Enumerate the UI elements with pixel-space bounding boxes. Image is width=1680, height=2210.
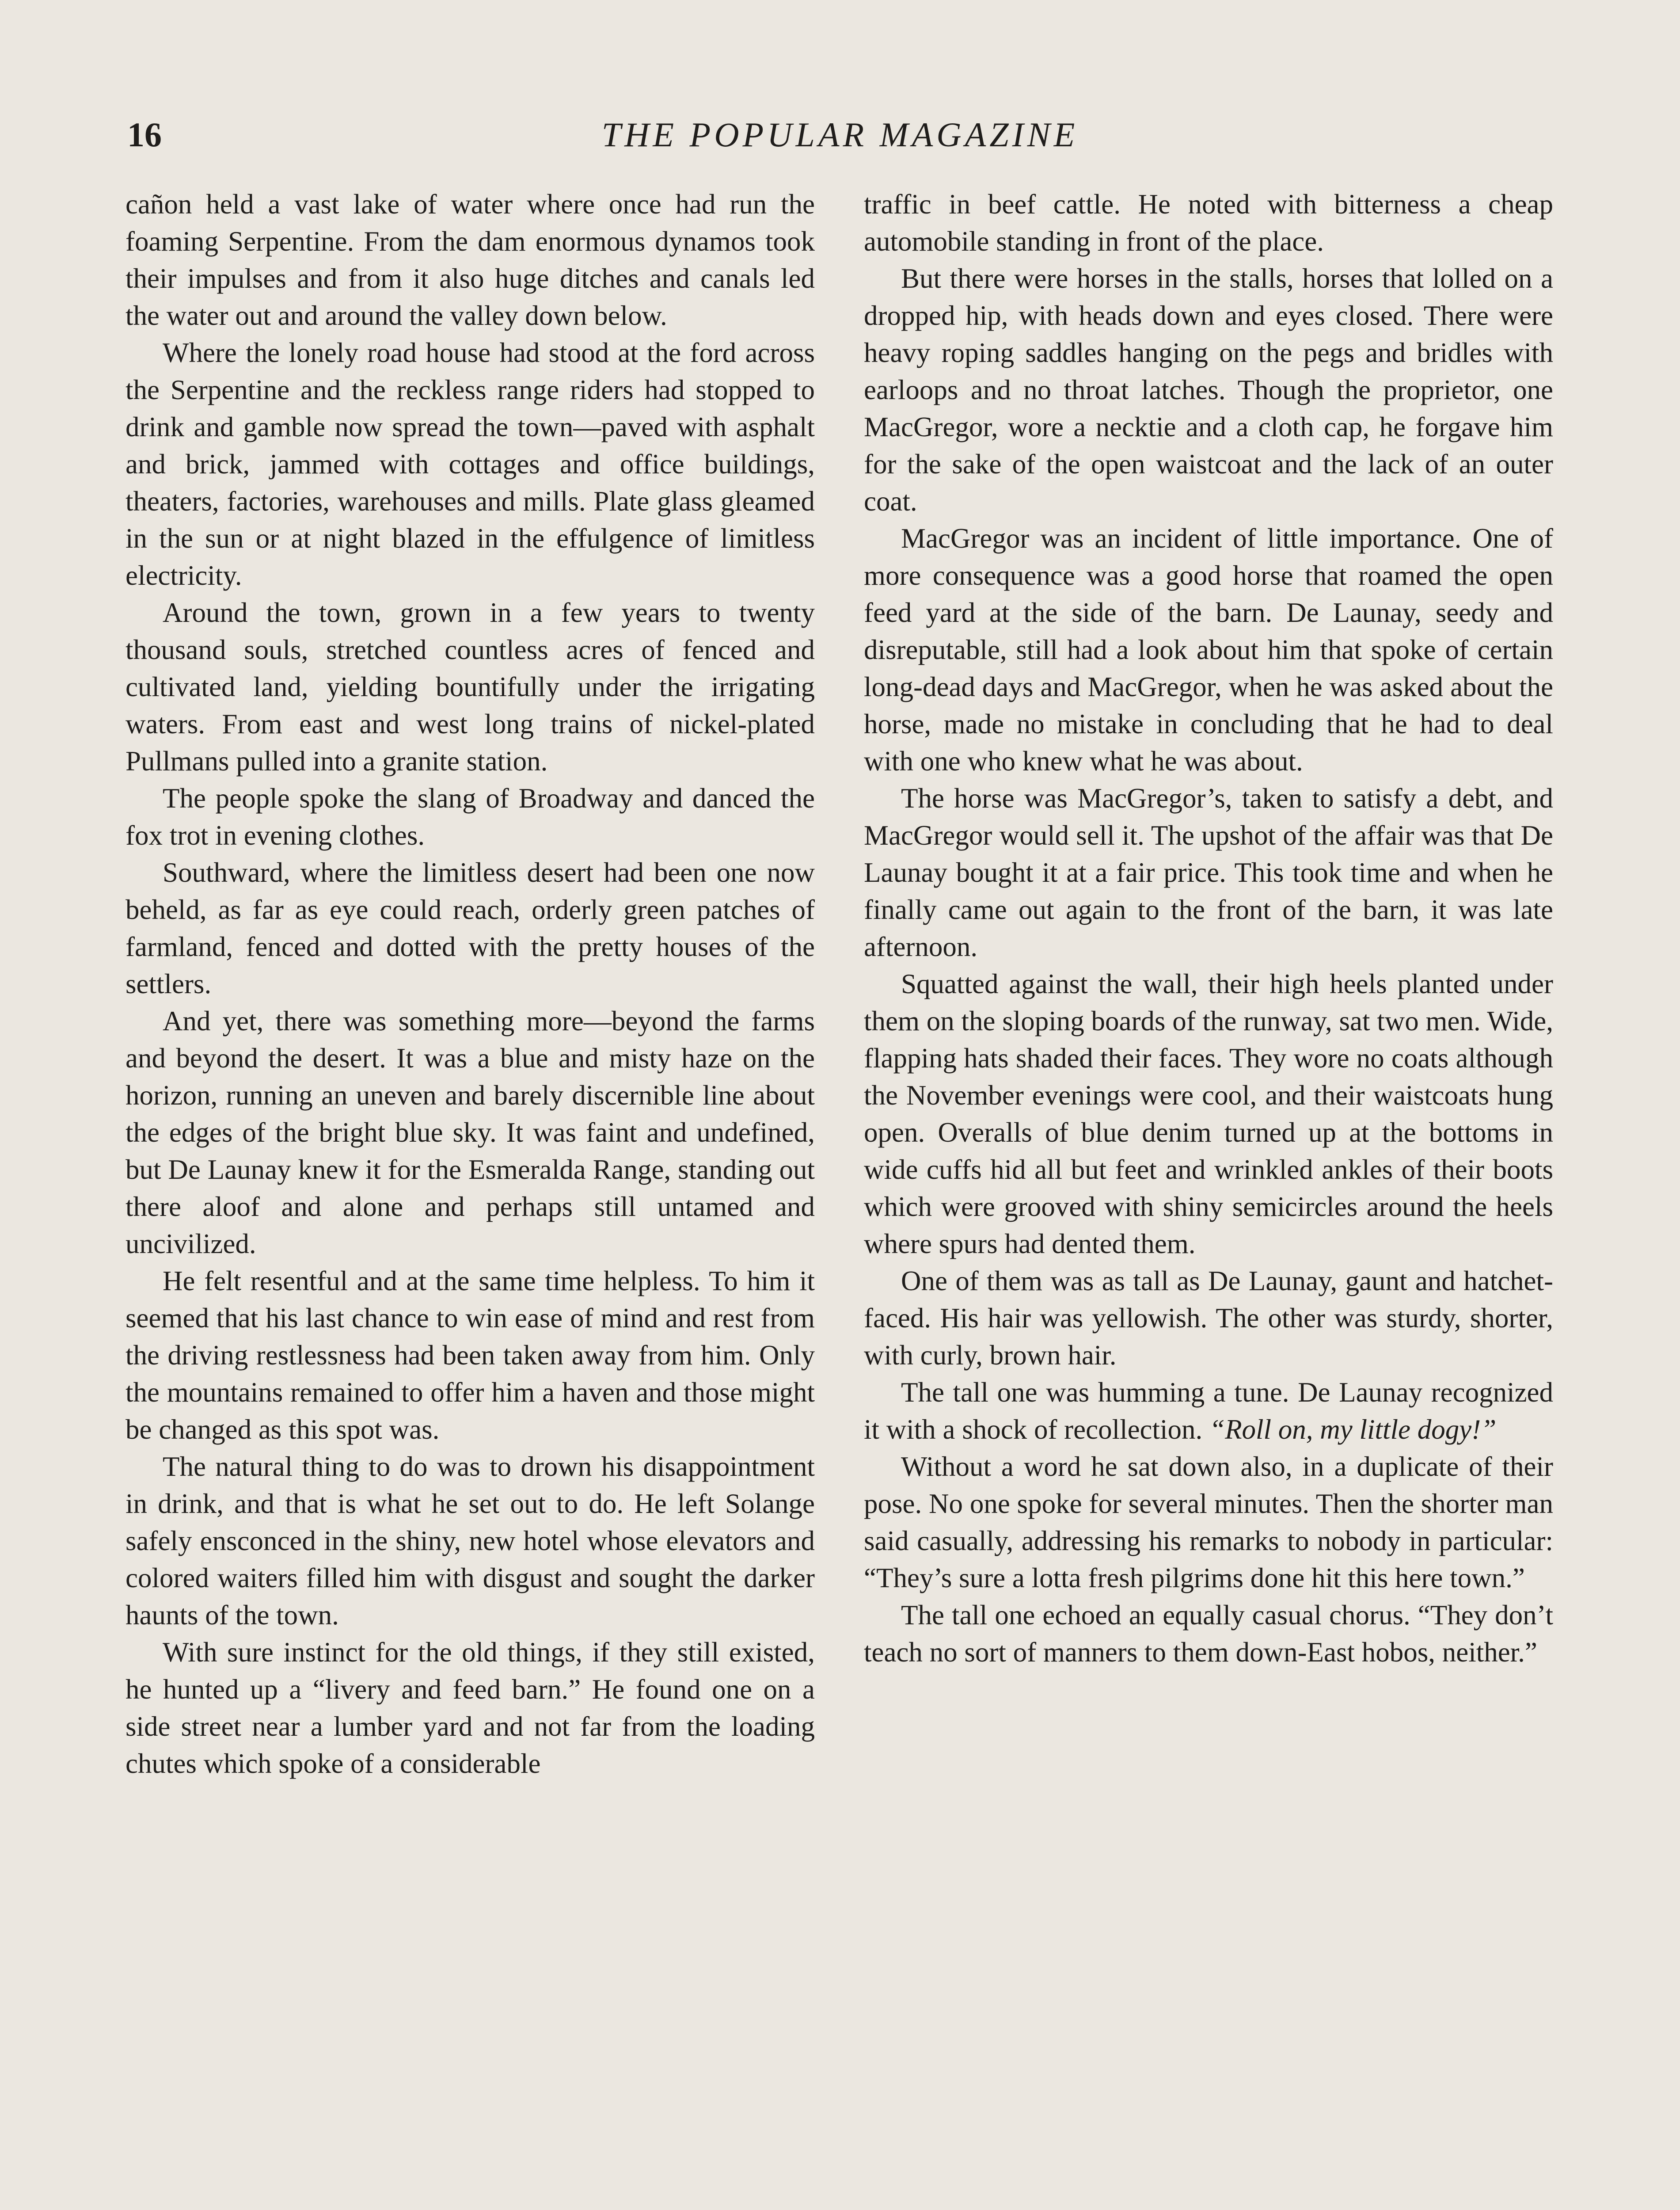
paragraph: cañon held a vast lake of water where once had run the foaming Serpentine. From the dam enormous dynamos took their impulses and from it also huge ditches and canals led the water out and around the valley down below. <box>125 189 815 331</box>
page-number: 16 <box>127 115 162 154</box>
paragraph: The horse was MacGregor’s, taken to satisfy a debt, and MacGregor would sell it. The upshot of the affair was that De Launay bought it at a fair price. This took time and when he finally came out again to the front of the barn, it was late afternoon. <box>864 783 1553 962</box>
page-header <box>127 110 1553 159</box>
paragraph: And yet, there was something more—beyond the farms and beyond the desert. It was a blue and misty haze on the horizon, running an uneven and barely discernible line about the edges of the bright blue sky. It was faint and undefined, but De Launay knew it for the Esmeralda Range, standing out there aloof and alone and perhaps still untamed and uncivilized. <box>125 1006 815 1259</box>
right-column <box>864 186 1553 1671</box>
paragraph: The people spoke the slang of Broadway and danced the fox trot in evening clothes. <box>125 783 815 851</box>
paragraph: Southward, where the limitless desert had been one now beheld, as far as eye could reach, orderly green patches of farmland, fenced and dotted with the pretty houses of the settlers. <box>125 857 815 999</box>
paragraph: Around the town, grown in a few years to twenty thousand souls, stretched countless acres of fenced and cultivated land, yielding bountifully under the irrigating waters. From east and west long trains of nickel-plated Pullmans pulled into a granite station. <box>125 597 815 777</box>
left-column <box>125 186 815 1782</box>
paragraph: Where the lonely road house had stood at the ford across the Serpentine and the reckless range riders had stopped to drink and gamble now spread the town—paved with asphalt and brick, jammed with cottages and office buildings, theaters, factories, warehouses and mills. Plate glass gleamed in the sun or at night blazed in the effulgence of limitless electricity. <box>125 337 815 591</box>
paragraph: The tall one echoed an equally casual chorus. “They don’t teach no sort of manners to them down-East hobos, neither.” <box>864 1600 1553 1668</box>
paragraph-with-song <box>864 1374 1553 1448</box>
running-head: THE POPULAR MAGAZINE <box>601 115 1079 154</box>
paragraph: traffic in beef cattle. He noted with bitterness a cheap automobile standing in front of the place. <box>864 189 1553 257</box>
paragraph: One of them was as tall as De Launay, gaunt and hatchet-faced. His hair was yellowish. The other was sturdy, shorter, with curly, brown hair. <box>864 1265 1553 1371</box>
paragraph: With sure instinct for the old things, if they still existed, he hunted up a “livery and feed barn.” He found one on a side street near a lumber yard and not far from the loading chutes which spoke of a considerable <box>125 1637 815 1779</box>
paragraph: He felt resentful and at the same time helpless. To him it seemed that his last chance to win ease of mind and rest from the driving restlessness had been taken away from him. Only the mountains remained to offer him a haven and those might be changed as this spot was. <box>125 1265 815 1445</box>
paragraph: Squatted against the wall, their high heels planted under them on the sloping boards of the runway, sat two men. Wide, flapping hats shaded their faces. They wore no coats although the November evenings were cool, and their waistcoats hung open. Overalls of blue denim turned up at the bottoms in wide cuffs hid all but feet and wrinkled ankles of their boots which were grooved with shiny semicircles around the heels where spurs had dented them. <box>864 968 1553 1259</box>
paragraph: MacGregor was an incident of little importance. One of more consequence was a good horse that roamed the open feed yard at the side of the barn. De Launay, seedy and disreputable, still had a look about him that spoke of certain long-dead days and MacGregor, when he was asked about the horse, made no mistake in concluding that he had to deal with one who knew what he was about. <box>864 523 1553 777</box>
paragraph: The natural thing to do was to drown his disappointment in drink, and that is what he set out to do. He left Solange safely ensconced in the shiny, new hotel whose elevators and colored waiters filled him with disgust and sought the darker haunts of the town. <box>125 1451 815 1631</box>
paragraph: Without a word he sat down also, in a duplicate of their pose. No one spoke for several minutes. Then the shorter man said casually, addressing his remarks to nobody in particular: “They’s sure a lotta fresh pilgrims done hit this here town.” <box>864 1451 1553 1593</box>
paragraph: But there were horses in the stalls, horses that lolled on a dropped hip, with heads down and eyes closed. There were heavy roping saddles hanging on the pegs and bridles with earloops and no throat latches. Though the proprietor, one MacGregor, wore a necktie and a cloth cap, he forgave him for the sake of the open waistcoat and the lack of an outer coat. <box>864 263 1553 517</box>
paragraph-text: The tall one was humming a tune. De Launay recognized it with a shock of recollection. <box>864 1377 1553 1445</box>
song-title: “Roll on, my little dogy!” <box>1209 1414 1497 1445</box>
